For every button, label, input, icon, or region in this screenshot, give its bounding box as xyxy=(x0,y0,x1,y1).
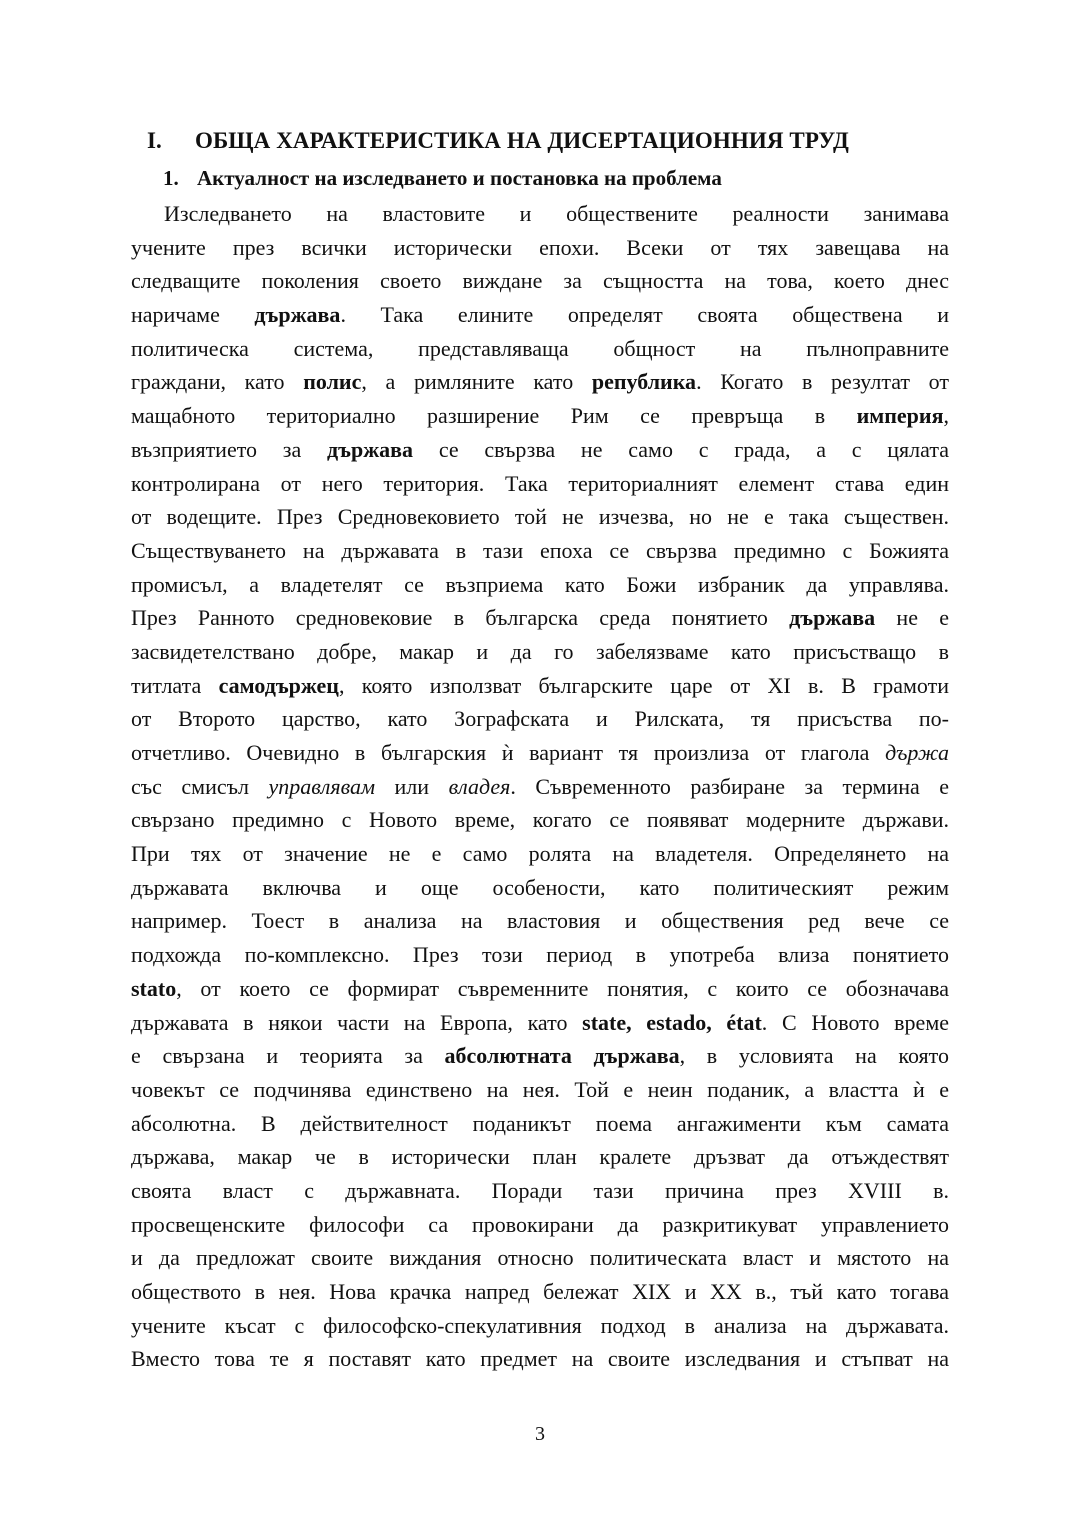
bold-term: state, estado, état xyxy=(582,1009,762,1035)
bold-term: държава xyxy=(327,436,414,462)
text-line xyxy=(131,231,949,265)
text-line xyxy=(131,1174,949,1208)
text-segment: промисъл, а владетелят се възприема като Божи избраник да управлява. xyxy=(131,571,949,597)
text-segment: засвидетелствано добре, макар и да го забелязваме като присъстващо в xyxy=(131,638,949,664)
italic-term: владея xyxy=(448,773,511,799)
text-segment: Съществуването на държавата в тази епоха се свързва предимно с Божията xyxy=(131,537,949,563)
bold-term: държава xyxy=(789,605,876,631)
text-line xyxy=(131,669,949,703)
section-number: I. xyxy=(147,128,162,153)
bold-term: абсолютната държава xyxy=(444,1043,680,1069)
text-segment: наричаме xyxy=(131,302,255,328)
text-segment: , от което се формират съвременните понятия, с които се обозначава xyxy=(176,975,949,1001)
text-segment: , която използват българските царе от XI в. В грамоти xyxy=(338,672,949,698)
text-segment: мащабното териториално разширение Рим се превръща в xyxy=(131,403,857,429)
text-line xyxy=(131,1208,949,1242)
text-segment: обществото в нея. Нова крачка напред бележат XIX и XX в., тъй като тогава xyxy=(131,1279,949,1304)
bold-term: stato xyxy=(131,975,177,1001)
text-segment: . Така елините определят своята обществена и xyxy=(340,302,949,328)
text-segment: , xyxy=(943,403,949,429)
text-segment: отчетливо. Очевидно в българския ѝ вариант тя произлиза от глагола xyxy=(131,740,886,765)
text-line xyxy=(131,702,949,736)
text-segment: например. Тоест в анализа на властовия и обществения ред вече се xyxy=(131,908,949,934)
text-line xyxy=(131,770,949,804)
text-segment: Вместо това те я поставят като предмет на своите изследвания и стъпват на xyxy=(131,1346,949,1372)
text-line xyxy=(131,601,949,635)
text-line xyxy=(131,972,949,1006)
text-segment: държава, макар че в исторически план кралете дръзват да отъждествят xyxy=(131,1144,949,1170)
italic-term: държа xyxy=(885,740,949,765)
subsection-heading xyxy=(163,166,722,191)
bold-term: самодържец xyxy=(218,672,339,698)
text-segment: не е xyxy=(875,605,949,631)
text-line xyxy=(131,534,949,568)
text-segment: възприятието за xyxy=(131,436,328,462)
text-line xyxy=(131,500,949,534)
text-line xyxy=(131,264,949,298)
text-segment: със смисъл xyxy=(131,773,269,799)
text-segment: , а римляните като xyxy=(361,369,592,395)
section-heading xyxy=(147,128,849,154)
text-line xyxy=(131,803,949,837)
text-line xyxy=(131,736,949,770)
text-segment: от Второто царство, като Зографската и Рилската, тя присъства по- xyxy=(131,706,949,732)
text-segment: е свързана и теорията за xyxy=(131,1043,445,1069)
text-segment: от водещите. През Средновековието той не изчезва, но не е така съществен. xyxy=(131,504,949,530)
bold-term: империя xyxy=(856,403,944,429)
text-segment: следващите поколения своето виждане за същността на това, което днес xyxy=(131,268,949,294)
text-segment: . Когато в резултат от xyxy=(696,369,949,395)
text-line xyxy=(131,1342,949,1376)
text-line xyxy=(131,1107,949,1141)
text-line xyxy=(131,1309,949,1343)
text-line xyxy=(131,197,949,231)
text-segment: политическа система, представляваща общност на пълноправните xyxy=(131,335,949,361)
body-paragraph xyxy=(131,197,949,1376)
text-segment: и да предложат своите виждания относно политическата власт и мястото на xyxy=(131,1245,949,1271)
text-segment: или xyxy=(375,773,449,799)
text-segment: граждани, като xyxy=(131,369,304,395)
text-segment: учените късат с философско-спекулативния подход в анализа на държавата. xyxy=(131,1312,949,1338)
text-line xyxy=(131,1073,949,1107)
text-line xyxy=(131,938,949,972)
text-segment: се свързва не само с града, а с цялата xyxy=(413,436,949,462)
text-line xyxy=(131,568,949,602)
text-line xyxy=(131,904,949,938)
text-line xyxy=(131,1006,949,1040)
text-segment: титлата xyxy=(131,672,219,698)
text-segment: просвещенските философи са провокирани да разкритикуват управлението xyxy=(131,1211,949,1237)
subsection-number: 1. xyxy=(163,166,179,190)
text-segment: Изследването на властовите и обществените реалности занимава xyxy=(164,201,949,226)
text-segment: човекът се подчинява единствено на нея. Той е неин поданик, а властта ѝ е xyxy=(131,1076,949,1102)
text-segment: учените през всички исторически епохи. Всеки от тях завещава на xyxy=(131,234,949,260)
text-line xyxy=(131,467,949,501)
text-line xyxy=(131,298,949,332)
text-line xyxy=(131,433,949,467)
text-segment: подхожда по-комплексно. През този период в употреба влиза понятието xyxy=(131,942,949,968)
text-line xyxy=(131,399,949,433)
text-segment: При тях от значение не е само ролята на владетеля. Определянето на xyxy=(131,841,949,867)
text-segment: . Съвременното разбиране за термина е xyxy=(510,773,950,799)
text-line xyxy=(131,332,949,366)
text-segment: абсолютна. В действителност поданикът поема ангажименти към самата xyxy=(131,1110,949,1136)
text-segment: контролирана от него територия. Така териториалният елемент става един xyxy=(131,470,949,496)
bold-term: полис xyxy=(303,369,362,395)
page-number: 3 xyxy=(535,1423,545,1445)
text-line xyxy=(131,1039,949,1073)
italic-term: управлявам xyxy=(268,773,376,799)
text-line xyxy=(131,1241,949,1275)
text-line xyxy=(131,871,949,905)
text-line xyxy=(131,635,949,669)
text-segment: През Ранното средновековие в българска среда понятието xyxy=(131,605,790,631)
text-line xyxy=(131,837,949,871)
text-line xyxy=(131,1275,949,1309)
text-line xyxy=(131,1140,949,1174)
section-title: ОБЩА ХАРАКТЕРИСТИКА НА ДИСЕРТАЦИОННИЯ ТРУД xyxy=(195,128,849,153)
text-segment: държавата в някои части на Европа, като xyxy=(131,1009,583,1035)
text-line xyxy=(131,365,949,399)
text-segment: , в условията на която xyxy=(679,1043,949,1069)
bold-term: република xyxy=(591,369,697,395)
text-segment: . С Новото време xyxy=(761,1009,950,1035)
subsection-title: Актуалност на изследването и постановка на проблема xyxy=(197,166,722,190)
text-segment: своята власт с държавната. Поради тази причина през XVIII в. xyxy=(131,1177,949,1203)
bold-term: държава xyxy=(254,302,341,328)
text-segment: свързано предимно с Новото време, когато се появяват модерните държави. xyxy=(131,807,949,833)
text-segment: държавата включва и още особености, като политическият режим xyxy=(131,874,949,900)
